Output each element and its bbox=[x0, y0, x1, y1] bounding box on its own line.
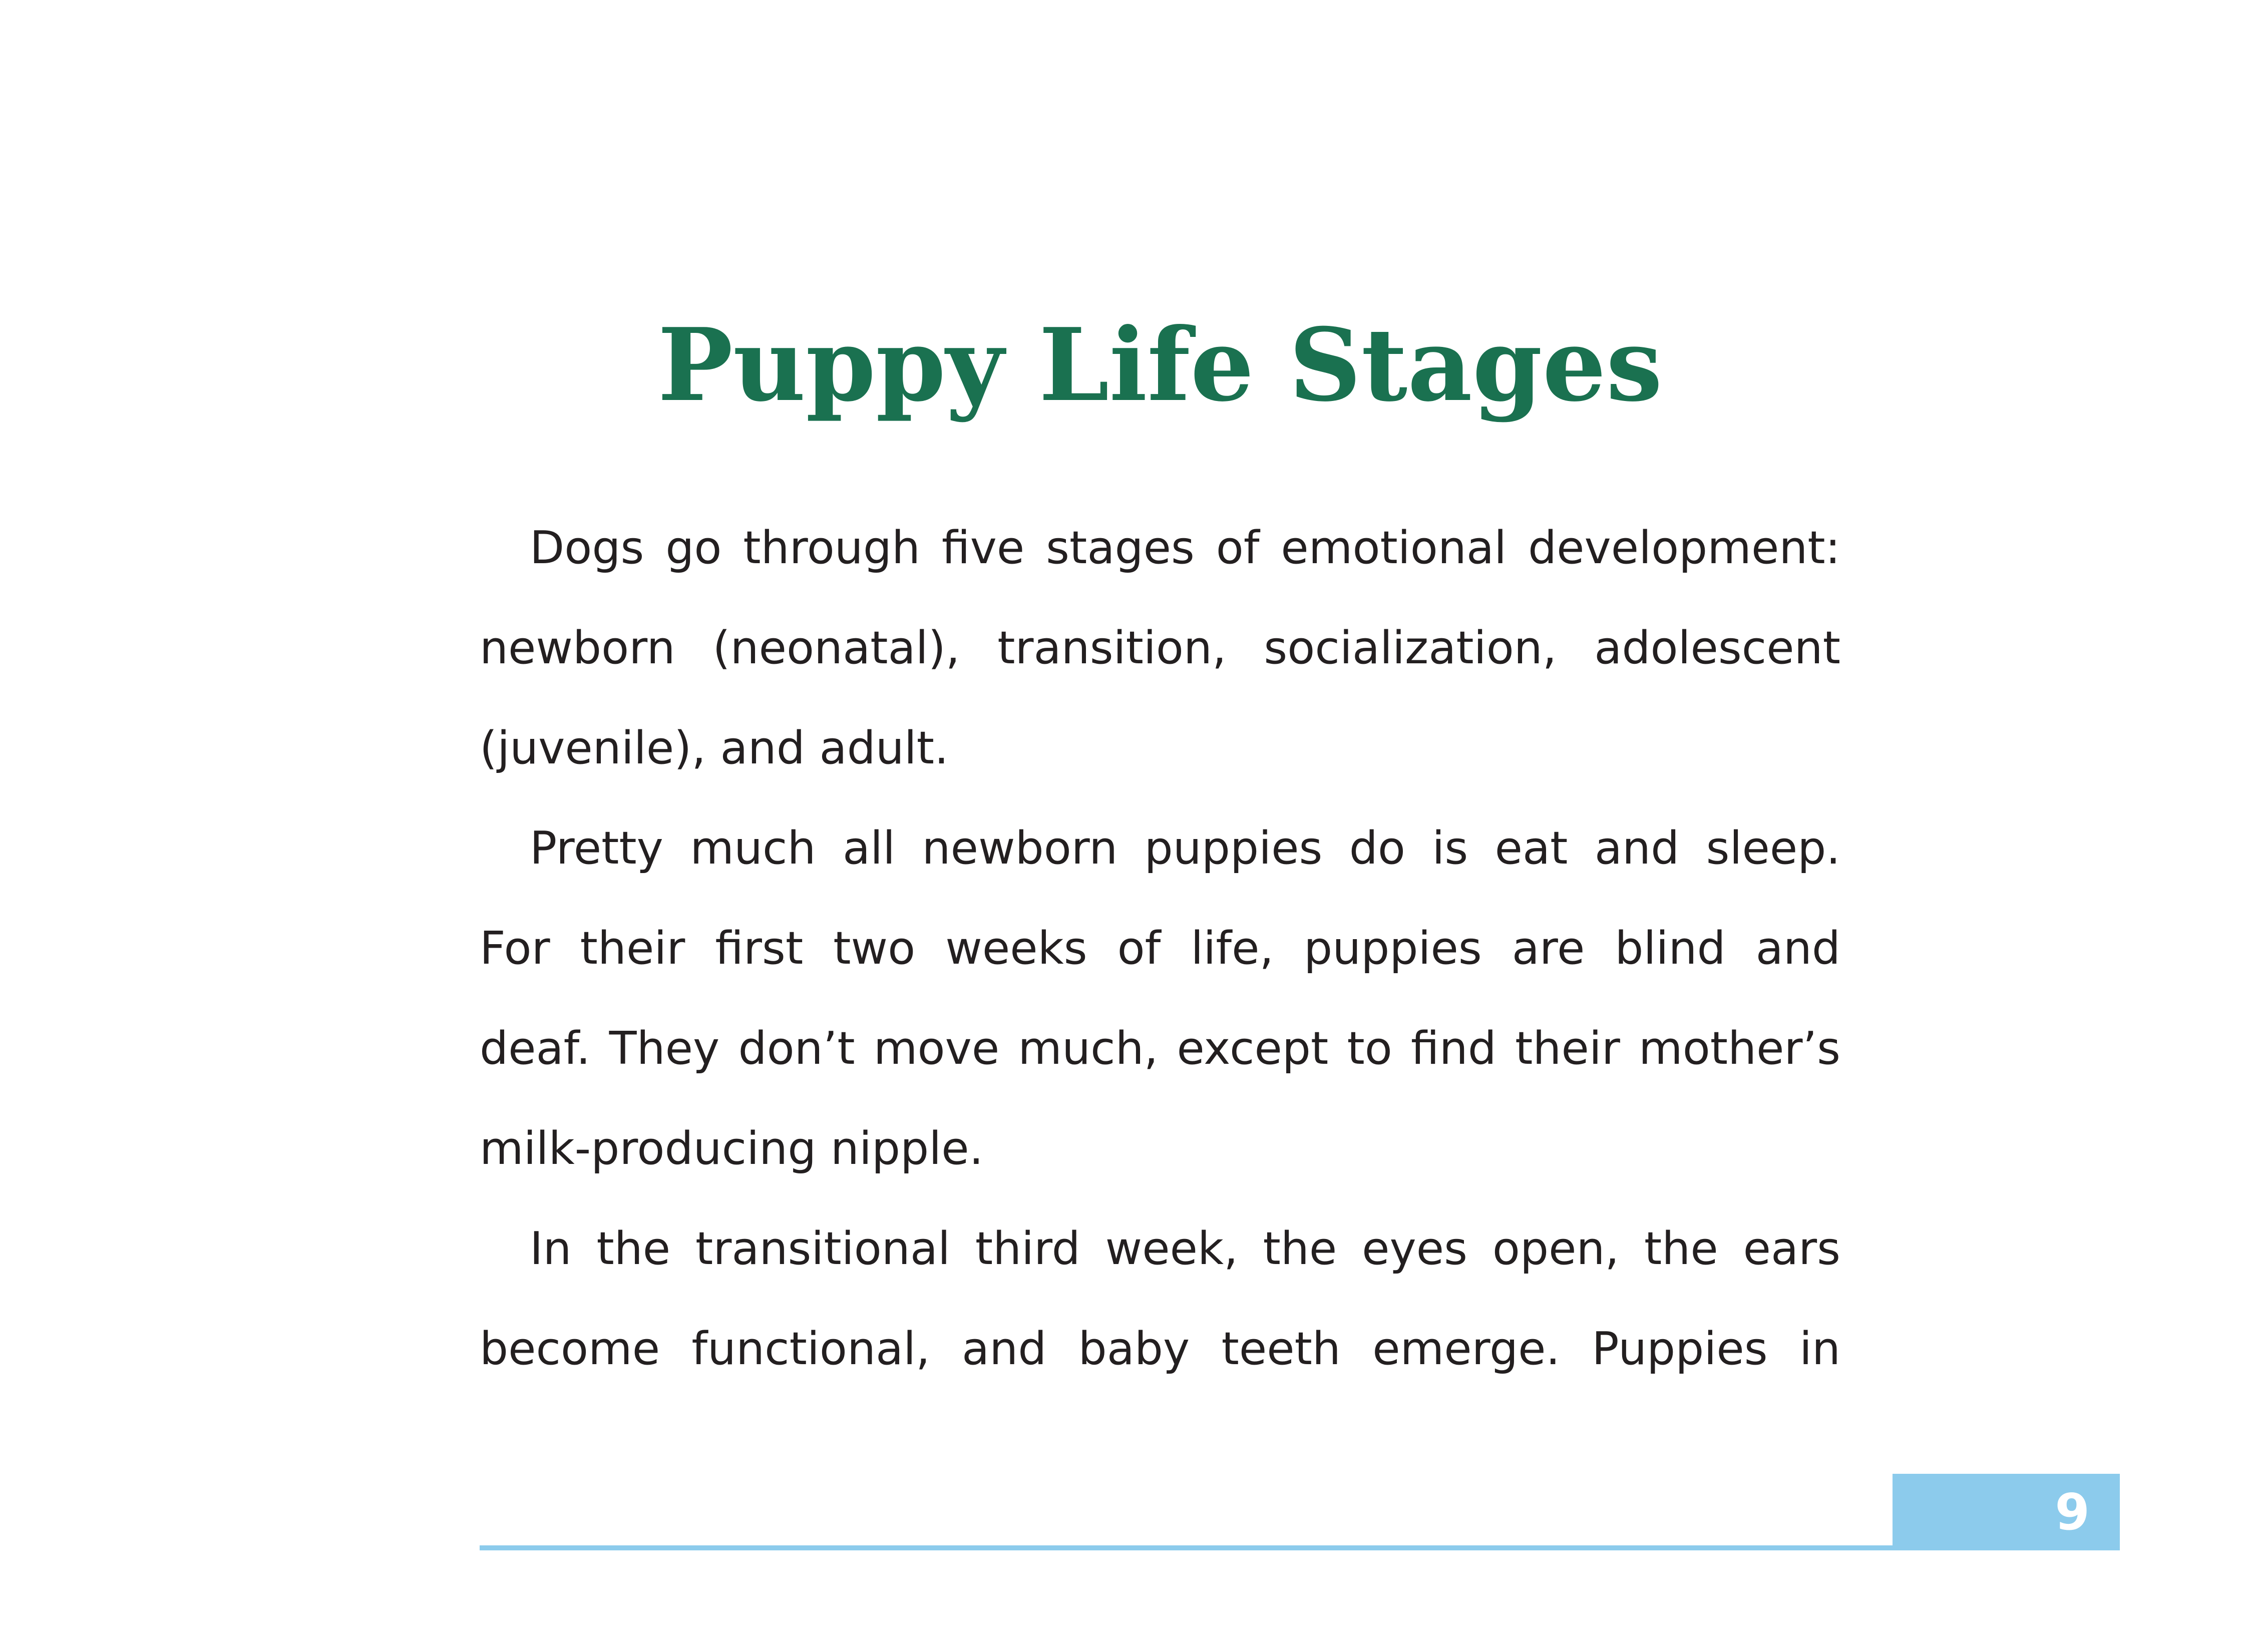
text-line: become functional, and baby teeth emerge. Puppies in bbox=[480, 1323, 1840, 1375]
text-line: Dogs go through five stages of emotional development: bbox=[530, 522, 1840, 574]
page-title: Puppy Life Stages bbox=[657, 306, 1663, 424]
footer-rule bbox=[480, 1545, 2120, 1550]
page-number: 9 bbox=[2055, 1483, 2090, 1541]
text-line: In the transitional third week, the eyes open, the ears bbox=[530, 1222, 1840, 1275]
text-line: (juvenile), and adult. bbox=[480, 722, 949, 774]
text-line: For their first two weeks of life, puppies are blind and bbox=[480, 922, 1840, 975]
page-number-box bbox=[1893, 1474, 2120, 1550]
text-line: deaf. They don’t move much, except to find their mother’s bbox=[480, 1022, 1840, 1075]
text-line: milk-producing nipple. bbox=[480, 1122, 984, 1175]
text-line: newborn (neonatal), transition, socialization, adolescent bbox=[480, 622, 1840, 674]
text-line: Pretty much all newborn puppies do is eat and sleep. bbox=[530, 822, 1840, 875]
